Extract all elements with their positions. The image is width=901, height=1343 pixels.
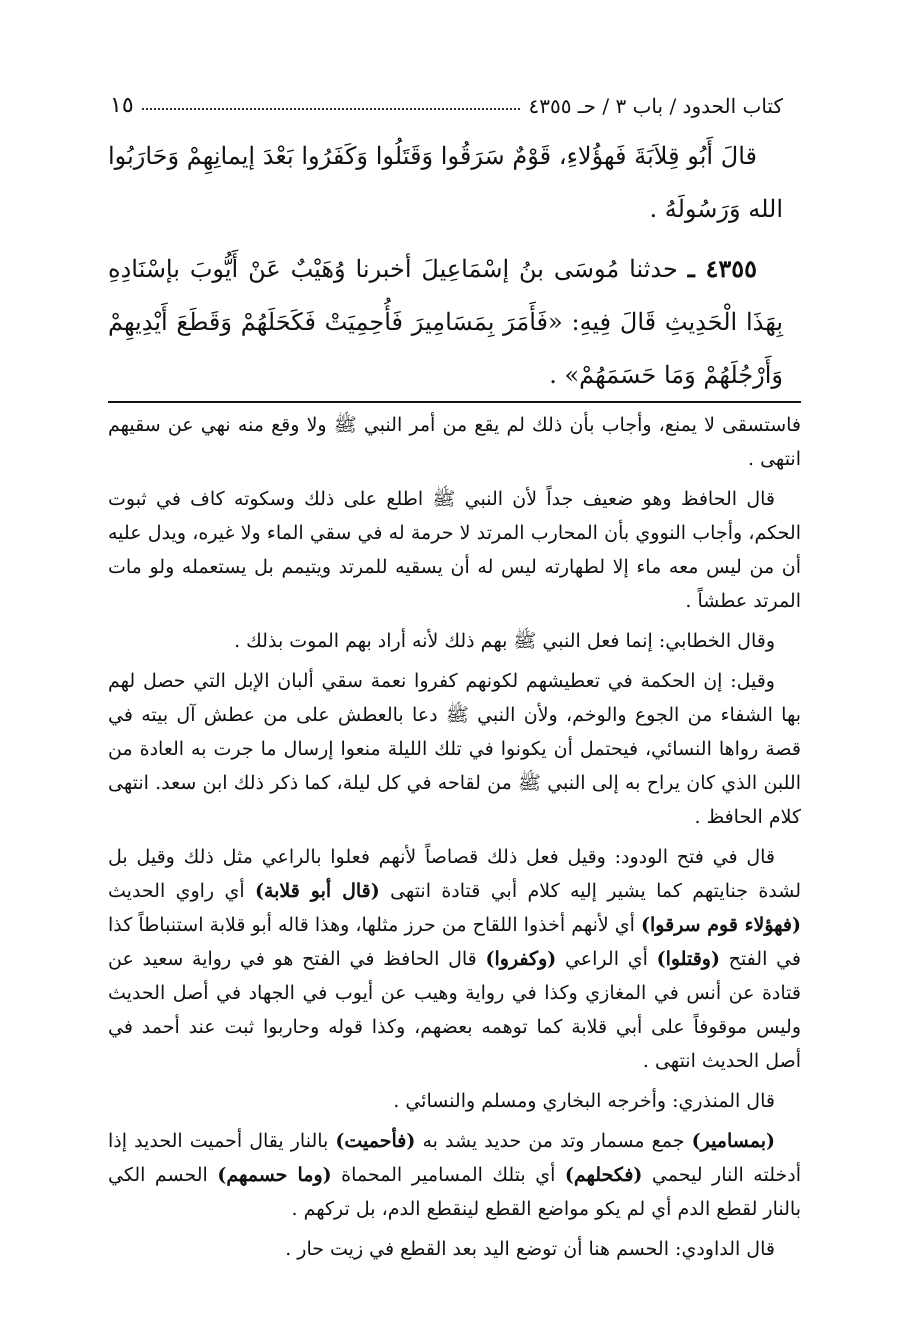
c5-text-e: أي لأنهم أخذوا اللقاح من حرز مثلها، وهذا قاله أبو قلابة استنباطاً كذا في الفتح (108, 914, 801, 970)
c7-text-f: أي بتلك المسامير المحماة (331, 1164, 565, 1186)
hadith-text (108, 130, 783, 408)
c5-text-i: قال الحافظ في الفتح هو في رواية سعيد عن قتادة عن أنس في المغازي وكذا في رواية وهيب عن أيوب في الجهاد في أصل الحديث وليس موقوفاً على أبي قلابة كما توهمه بعضهم، وكذا قوله وحاربوا ثبت عند أحمد في أصل الحديث انتهى . (108, 948, 801, 1072)
header-title: كتاب الحدود / باب ٣ / حـ ٤٣٥٥ (528, 94, 783, 118)
commentary-paragraph-5 (108, 840, 801, 1078)
c7-term-hasamahum: (وما حسمهم) (217, 1164, 332, 1186)
page-number: ١٥ (110, 93, 134, 118)
c5-term-qatalu: (وقتلوا) (656, 948, 720, 970)
c5-term-hawula: (فهؤلاء قوم سرقوا) (641, 914, 801, 936)
c7-text-h: الحسم الكي بالنار لقطع الدم أي لم يكو مواضع القطع لينقطع الدم، بل تركهم . (108, 1164, 801, 1220)
c5-text-c: أي راوي الحديث (108, 880, 255, 902)
c7-text-b: جمع مسمار وتد من حديد يشد به (415, 1130, 692, 1152)
hadith-paragraph-2-text: حدثنا مُوسَى بنُ إسْمَاعِيلَ أخبرنا وُهَيْبٌ عَنْ أَيُّوبَ بإسْنَادِهِ بِهَذَا الْحَدِيثِ قَالَ فِيهِ: «فَأَمَرَ بِمَسَامِيرَ فَأُحِمِيَتْ فَكَحَلَهُمْ وَقَطَعَ أَيْدِيهِمْ وَأَرْجُلَهُمْ وَمَا حَسَمَهُمْ» . (108, 255, 783, 389)
running-header (110, 82, 783, 118)
commentary-text (108, 408, 801, 1272)
commentary-paragraph-6: قال المنذري: وأخرجه البخاري ومسلم والنسائي . (393, 1090, 775, 1112)
c7-term-masamir: (بمسامير) (691, 1130, 775, 1152)
commentary-paragraph-4: وقيل: إن الحكمة في تعطيشهم لكونهم كفروا نعمة سقي ألبان الإبل التي حصل لهم بها الشفاء من الجوع والوخم، ولأن النبي ﷺ دعا بالعطش على من عطش آل بيته في قصة رواها النسائي، فيحتمل أن يكونوا في تلك الليلة منعوا إرسال ما جرت به العادة من اللبن الذي كان يراح به إلى النبي ﷺ من لقاحه في كل ليلة، كما ذكر ذلك ابن سعد. انتهى كلام الحافظ . (108, 670, 801, 828)
commentary-paragraph-7 (108, 1124, 801, 1226)
commentary-paragraph-3: وقال الخطابي: إنما فعل النبي ﷺ بهم ذلك لأنه أراد بهم الموت بذلك . (234, 630, 775, 652)
c5-text-a: قال في فتح الودود: وقيل فعل ذلك قصاصاً لأنهم فعلوا بالراعي مثل ذلك وقيل بل لشدة جنايتهم كما يشير إليه كلام أبي قتادة انتهى (108, 846, 801, 902)
c7-term-kahalahum: (فكحلهم) (564, 1164, 643, 1186)
hadith-number: ٤٣٥٥ ـ (687, 254, 757, 283)
commentary-paragraph-8: قال الداودي: الحسم هنا أن توضع اليد بعد القطع في زيت حار . (285, 1238, 775, 1260)
c5-text-g: أي الراعي (556, 948, 657, 970)
c7-text-d: بالنار يقال أحميت الحديد إذا أدخلته النار ليحمي (108, 1130, 801, 1186)
c5-term-abu-qilaba: (قال أبو قلابة) (254, 880, 380, 902)
commentary-paragraph-2: قال الحافظ وهو ضعيف جداً لأن النبي ﷺ اطلع على ذلك وسكوته كاف في ثبوت الحكم، وأجاب النووي بأن المحارب المرتد لا حرمة له في سقي الماء ولا غيره، ويدل عليه أن من ليس معه ماء إلا لطهارته ليس له أن يسقيه للمرتد ويتيمم بل يستعمله ولو مات المرتد عطشاً . (108, 488, 802, 612)
commentary-paragraph-1: فاستسقى لا يمنع، وأجاب بأن ذلك لم يقع من أمر النبي ﷺ ولا وقع منه نهي عن سقيهم انتهى . (108, 414, 801, 470)
hadith-paragraph-1: قالَ أَبُو قِلاَبَةَ فَهؤُلاءِ، قَوْمٌ سَرَقُوا وَقَتَلُوا وَكَفَرُوا بَعْدَ إيمانِهِمْ وَحَارَبُوا الله وَرَسُولَهُ . (108, 142, 783, 223)
hadith-paragraph-2 (108, 242, 783, 402)
footnote-separator (108, 401, 801, 403)
header-dotted-leader (142, 108, 521, 110)
c7-term-uhmiyat: (فأحميت) (335, 1130, 416, 1152)
c5-term-kafaru: (وكفروا) (485, 948, 557, 970)
